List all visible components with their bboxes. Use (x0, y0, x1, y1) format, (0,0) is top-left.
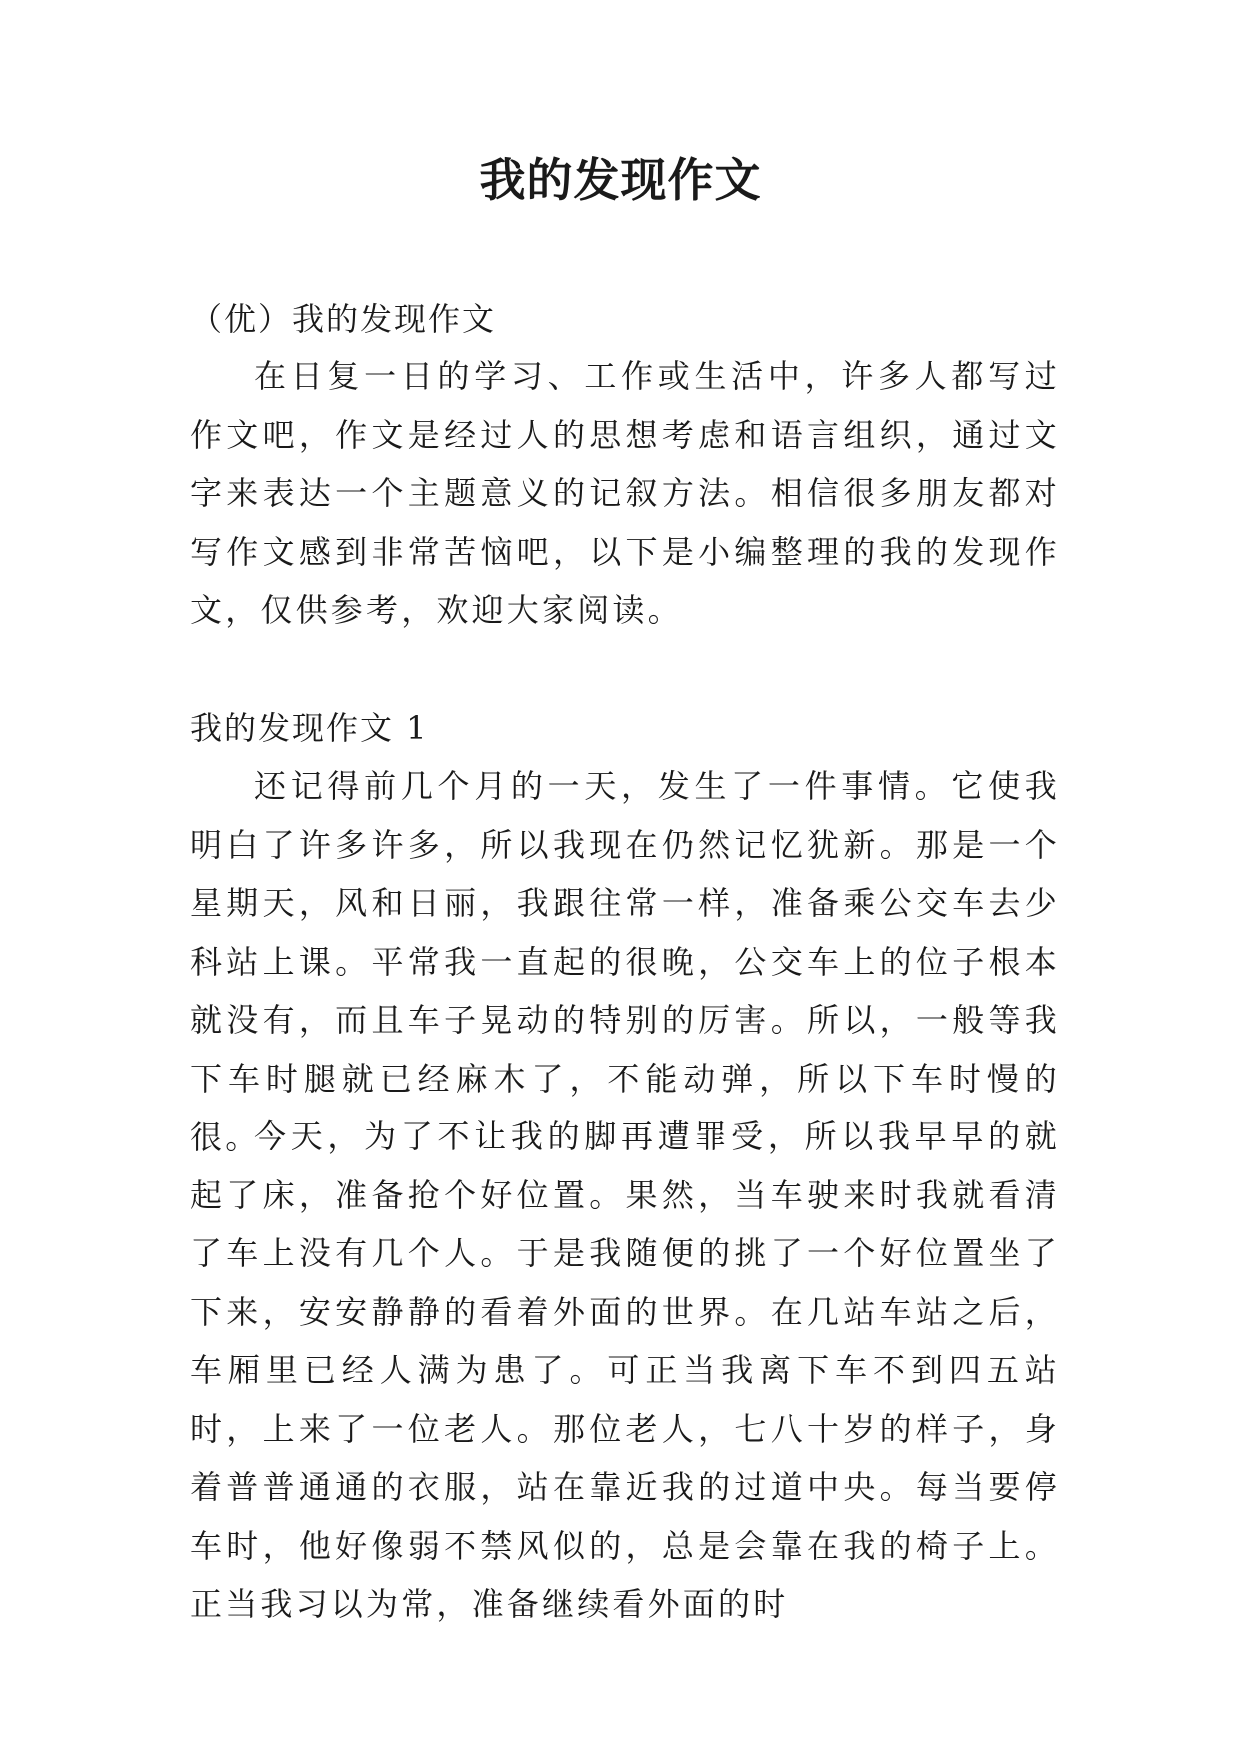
section-heading: 我的发现作文 1 (190, 709, 429, 747)
document-title: 我的发现作文 (479, 153, 762, 207)
intro-paragraph: 在日复一日的学习、工作或生活中，许多人都写过作文吧，作文是经过人的思想考虑和语言组织，通过文字来表达一个主题意义的记叙方法。相信很多朋友都对写作文感到非常苦恼吧，以下是小编整理的我的发现作文，仅供参考，欢迎大家阅读。 (190, 357, 1060, 629)
body-paragraph-1: 还记得前几个月的一天，发生了一件事情。它使我明白了许多许多，所以我现在仍然记忆犹新。那是一个星期天，风和日丽，我跟往常一样，准备乘公交车去少科站上课。平常我一直起的很晚，公交车上的位子根本就没有，而且车子晃动的特别的厉害。所以，一般等我下车时腿就已经麻木了，不能动弹，所以下车时慢的很。 (190, 767, 1060, 1156)
body-paragraph-2: 今天，为了不让我的脚再遭罪受，所以我早早的就起了床，准备抢个好位置。果然，当车驶来时我就看清了车上没有几个人。于是我随便的挑了一个好位置坐了下来，安安静静的看着外面的世界。在几站车站之后，车厢里已经人满为患了。可正当我离下车不到四五站时，上来了一位老人。那位老人，七八十岁的样子，身着普普通通的衣服，站在靠近我的过道中央。每当要停车时，他好像弱不禁风似的，总是会靠在我的椅子上。正当我习以为常，准备继续看外面的时 (190, 1117, 1060, 1623)
document-subtitle: （优）我的发现作文 (190, 300, 497, 338)
